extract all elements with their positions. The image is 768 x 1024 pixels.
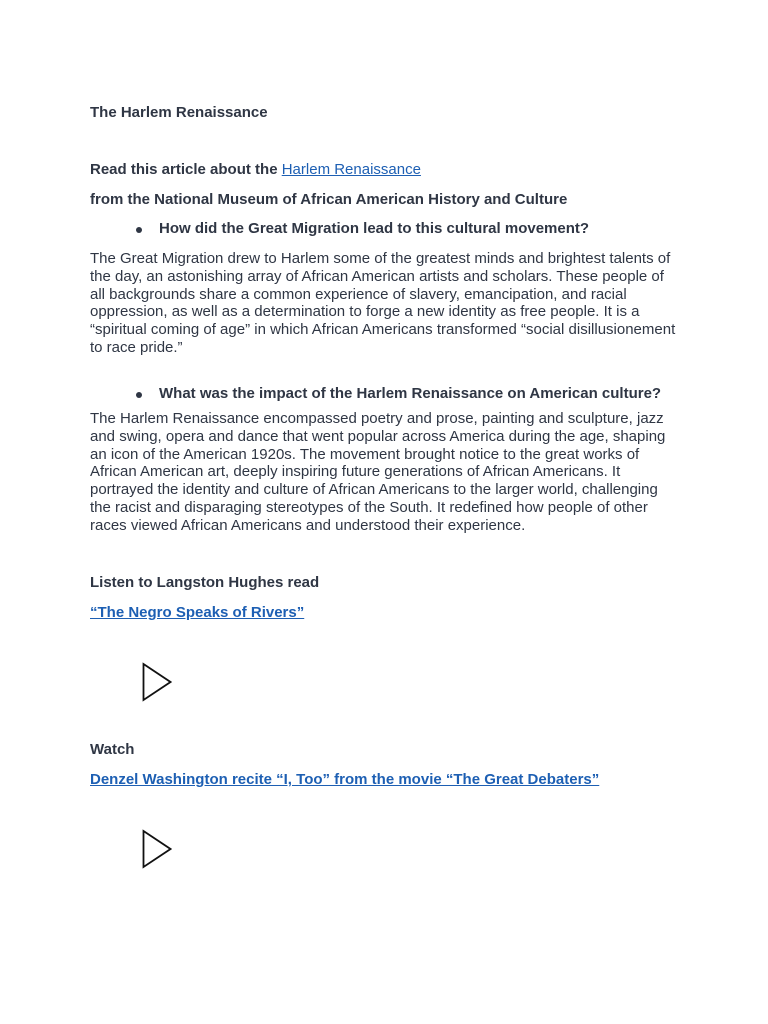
intro-line: [90, 161, 421, 178]
listen-link-row: [90, 604, 304, 621]
listen-label: Listen to Langston Hughes read: [90, 574, 320, 591]
page-title: The Harlem Renaissance: [90, 104, 268, 121]
answer-paragraph-2: The Harlem Renaissance encompassed poetry and prose, painting and sculpture, jazz and swing, opera and dance that went popular across America during the age, shaping an icon of the American 1920s. The movement brought notice to the great works of African American art, deeply inspiring future generations of African Americans. It portrayed the identity and culture of African Americans to the larger world, challenging the racist and disparaging stereotypes of the South. It redefined how people of other races viewed African Americans and understood their experience.: [90, 410, 666, 534]
negro-speaks-of-rivers-link[interactable]: “The Negro Speaks of Rivers”: [90, 604, 305, 621]
intro-source-line: from the National Museum of African American History and Culture: [90, 191, 568, 208]
watch-link-row: [90, 771, 599, 788]
bullet-icon: [136, 392, 142, 398]
watch-label: Watch: [90, 741, 135, 758]
question-text: What was the impact of the Harlem Renaissance on American culture?: [159, 385, 662, 402]
play-icon[interactable]: [142, 829, 172, 869]
harlem-renaissance-link[interactable]: Harlem Renaissance: [281, 161, 421, 178]
denzel-washington-video-link[interactable]: Denzel Washington recite “I, Too” from the movie “The Great Debaters”: [90, 771, 600, 788]
play-icon[interactable]: [142, 662, 172, 702]
bullet-icon: [136, 227, 142, 233]
answer-paragraph-1: The Great Migration drew to Harlem some of the greatest minds and brightest talents of the day, an astonishing array of African American artists and scholars. These people of all backgrounds share a common experience of slavery, emancipation, and racial oppression, as well as a determination to forge a new identity as free people. It is a “spiritual coming of age” in which African Americans transformed “social disillusionement to race pride.”: [90, 250, 676, 356]
question-text: How did the Great Migration lead to this cultural movement?: [159, 220, 590, 237]
intro-prefix: Read this article about the: [90, 161, 282, 178]
